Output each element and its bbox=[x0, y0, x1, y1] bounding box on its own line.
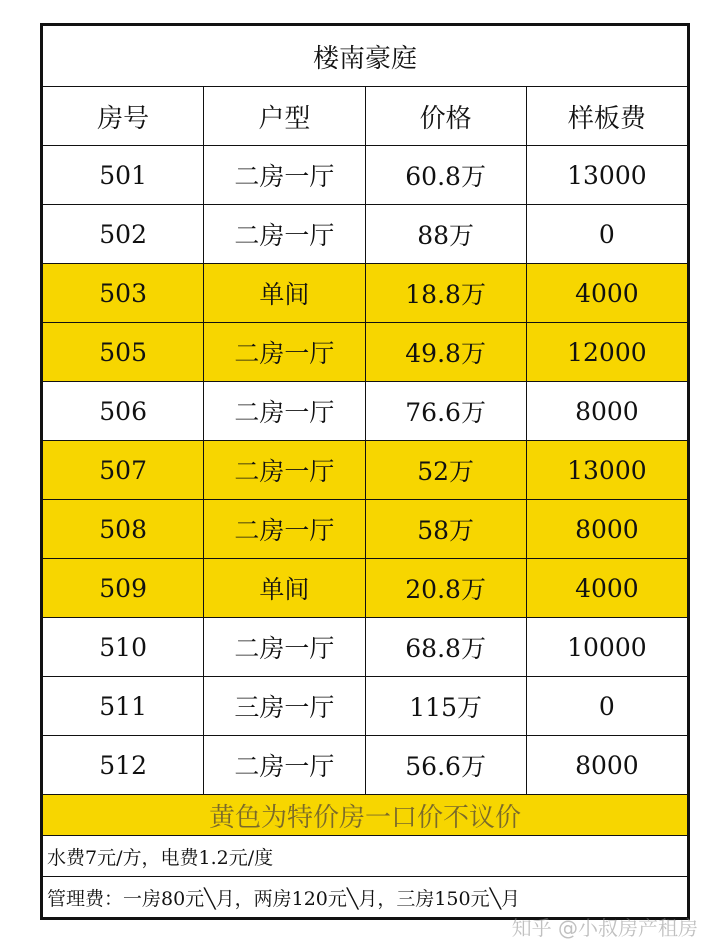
cell-room: 505 bbox=[43, 323, 204, 382]
cell-room: 507 bbox=[43, 441, 204, 500]
table-row bbox=[43, 146, 688, 205]
title-row bbox=[43, 26, 688, 87]
cell-type: 二房一厅 bbox=[204, 736, 365, 795]
cell-type: 单间 bbox=[204, 264, 365, 323]
header-row bbox=[43, 87, 688, 146]
header-fee: 样板费 bbox=[526, 87, 687, 146]
table-row bbox=[43, 264, 688, 323]
cell-fee: 0 bbox=[526, 677, 687, 736]
table-row bbox=[43, 677, 688, 736]
cell-room: 512 bbox=[43, 736, 204, 795]
cell-type: 二房一厅 bbox=[204, 205, 365, 264]
cell-room: 506 bbox=[43, 382, 204, 441]
cell-room: 502 bbox=[43, 205, 204, 264]
note-row bbox=[43, 795, 688, 836]
cell-type: 三房一厅 bbox=[204, 677, 365, 736]
cell-room: 509 bbox=[43, 559, 204, 618]
cell-room: 510 bbox=[43, 618, 204, 677]
cell-price: 76.6万 bbox=[365, 382, 526, 441]
cell-type: 二房一厅 bbox=[204, 441, 365, 500]
cell-price: 52万 bbox=[365, 441, 526, 500]
cell-type: 二房一厅 bbox=[204, 618, 365, 677]
utility-fees-line: 水费7元/方，电费1.2元/度 bbox=[43, 836, 688, 877]
table-row bbox=[43, 205, 688, 264]
table-row bbox=[43, 441, 688, 500]
cell-price: 88万 bbox=[365, 205, 526, 264]
cell-price: 115万 bbox=[365, 677, 526, 736]
price-table bbox=[42, 25, 688, 918]
cell-type: 二房一厅 bbox=[204, 146, 365, 205]
cell-room: 511 bbox=[43, 677, 204, 736]
cell-room: 503 bbox=[43, 264, 204, 323]
cell-price: 18.8万 bbox=[365, 264, 526, 323]
header-price: 价格 bbox=[365, 87, 526, 146]
table-row bbox=[43, 382, 688, 441]
cell-price: 60.8万 bbox=[365, 146, 526, 205]
cell-fee: 13000 bbox=[526, 441, 687, 500]
cell-fee: 12000 bbox=[526, 323, 687, 382]
cell-fee: 8000 bbox=[526, 736, 687, 795]
management-fee-line: 管理费：一房80元╲月，两房120元╲月，三房150元╲月 bbox=[43, 877, 688, 918]
cell-type: 二房一厅 bbox=[204, 382, 365, 441]
cell-price: 58万 bbox=[365, 500, 526, 559]
table-row bbox=[43, 559, 688, 618]
watermark: 知乎 @小叔房产租房 bbox=[511, 916, 698, 940]
footer-row bbox=[43, 836, 688, 877]
cell-fee: 8000 bbox=[526, 500, 687, 559]
cell-type: 二房一厅 bbox=[204, 323, 365, 382]
cell-fee: 4000 bbox=[526, 559, 687, 618]
price-sheet bbox=[40, 23, 690, 920]
cell-fee: 4000 bbox=[526, 264, 687, 323]
table-row bbox=[43, 323, 688, 382]
cell-fee: 0 bbox=[526, 205, 687, 264]
cell-price: 56.6万 bbox=[365, 736, 526, 795]
table-row bbox=[43, 736, 688, 795]
special-price-note: 黄色为特价房一口价不议价 bbox=[43, 795, 688, 836]
cell-room: 508 bbox=[43, 500, 204, 559]
table-row bbox=[43, 618, 688, 677]
cell-room: 501 bbox=[43, 146, 204, 205]
header-type: 户型 bbox=[204, 87, 365, 146]
cell-type: 单间 bbox=[204, 559, 365, 618]
header-room: 房号 bbox=[43, 87, 204, 146]
cell-type: 二房一厅 bbox=[204, 500, 365, 559]
table-row bbox=[43, 500, 688, 559]
cell-price: 49.8万 bbox=[365, 323, 526, 382]
cell-fee: 10000 bbox=[526, 618, 687, 677]
cell-fee: 13000 bbox=[526, 146, 687, 205]
cell-fee: 8000 bbox=[526, 382, 687, 441]
cell-price: 68.8万 bbox=[365, 618, 526, 677]
cell-price: 20.8万 bbox=[365, 559, 526, 618]
table-title: 楼南豪庭 bbox=[43, 26, 688, 87]
